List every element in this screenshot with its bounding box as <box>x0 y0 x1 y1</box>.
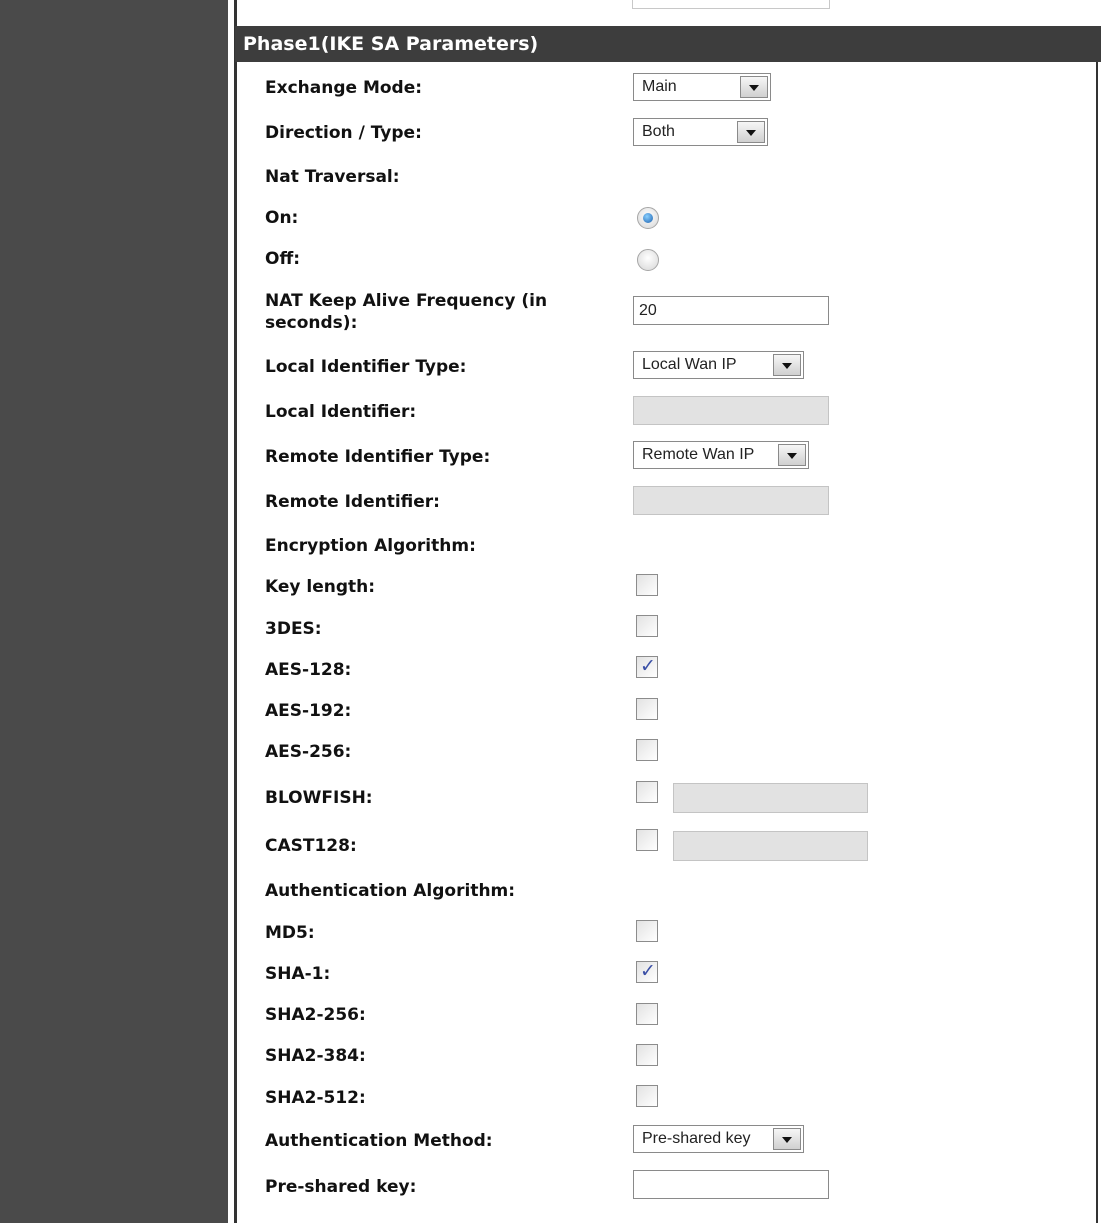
auth-sha1-label: SHA-1: <box>265 964 331 984</box>
remote-identifier-input[interactable] <box>633 486 829 515</box>
auth-sha2-512-checkbox[interactable] <box>636 1085 658 1107</box>
enc-aes192-label: AES-192: <box>265 701 352 721</box>
auth-md5-label: MD5: <box>265 923 315 943</box>
cast128-key-length-input[interactable] <box>673 831 868 861</box>
remote-identifier-type-value: Remote Wan IP <box>642 446 755 463</box>
auth-sha2-256-label: SHA2-256: <box>265 1005 366 1025</box>
enc-key-length-label: Key length: <box>265 577 376 597</box>
auth-sha2-256-checkbox[interactable] <box>636 1003 658 1025</box>
enc-blowfish-checkbox[interactable] <box>636 781 658 803</box>
authentication-method-select[interactable] <box>633 1125 804 1153</box>
nat-off-label: Off: <box>265 249 301 269</box>
exchange-mode-dropdown-icon[interactable] <box>740 76 768 98</box>
nat-traversal-label: Nat Traversal: <box>265 167 400 187</box>
content-left-border <box>234 0 237 1223</box>
pre-shared-key-input[interactable] <box>633 1170 829 1199</box>
remote-identifier-type-dropdown-icon[interactable] <box>778 444 806 466</box>
enc-aes256-checkbox[interactable] <box>636 739 658 761</box>
auth-sha1-checkbox[interactable] <box>636 961 658 983</box>
enc-aes192-checkbox[interactable] <box>636 698 658 720</box>
authentication-method-value: Pre-shared key <box>642 1130 751 1147</box>
exchange-mode-label: Exchange Mode: <box>265 78 423 98</box>
auth-md5-checkbox[interactable] <box>636 920 658 942</box>
authentication-method-dropdown-icon[interactable] <box>773 1128 801 1150</box>
remote-identifier-type-label: Remote Identifier Type: <box>265 447 491 467</box>
auth-sha2-384-label: SHA2-384: <box>265 1046 366 1066</box>
direction-type-value: Both <box>642 123 675 140</box>
exchange-mode-select[interactable] <box>633 73 771 101</box>
nat-on-radio[interactable] <box>637 207 659 229</box>
enc-aes128-label: AES-128: <box>265 660 352 680</box>
section-header: Phase1(IKE SA Parameters) <box>235 26 1101 62</box>
direction-type-label: Direction / Type: <box>265 123 422 143</box>
enc-cast128-checkbox[interactable] <box>636 829 658 851</box>
local-identifier-input[interactable] <box>633 396 829 425</box>
blowfish-key-length-input[interactable] <box>673 783 868 813</box>
auth-sha2-512-label: SHA2-512: <box>265 1088 366 1108</box>
enc-3des-checkbox[interactable] <box>636 615 658 637</box>
auth-sha2-384-checkbox[interactable] <box>636 1044 658 1066</box>
enc-blowfish-label: BLOWFISH: <box>265 788 373 808</box>
authentication-method-label: Authentication Method: <box>265 1131 493 1151</box>
local-identifier-type-label: Local Identifier Type: <box>265 357 467 377</box>
encryption-algorithm-label: Encryption Algorithm: <box>265 536 476 556</box>
direction-type-select[interactable] <box>633 118 768 146</box>
pre-shared-key-label: Pre-shared key: <box>265 1177 417 1197</box>
enc-aes128-checkbox[interactable] <box>636 656 658 678</box>
exchange-mode-value: Main <box>642 78 677 95</box>
remote-identifier-type-select[interactable] <box>633 441 809 469</box>
left-sidebar <box>0 0 228 1223</box>
enc-aes256-label: AES-256: <box>265 742 352 762</box>
local-identifier-type-select[interactable] <box>633 351 804 379</box>
nat-keep-alive-label: NAT Keep Alive Frequency (in seconds): <box>265 291 548 333</box>
enc-3des-label: 3DES: <box>265 619 322 639</box>
enc-key-length-checkbox[interactable] <box>636 574 658 596</box>
direction-type-dropdown-icon[interactable] <box>737 121 765 143</box>
local-identifier-type-dropdown-icon[interactable] <box>773 354 801 376</box>
local-identifier-type-value: Local Wan IP <box>642 356 737 373</box>
remote-identifier-label: Remote Identifier: <box>265 492 440 512</box>
nat-off-radio[interactable] <box>637 249 659 271</box>
content-right-border <box>1096 62 1098 1223</box>
nat-keep-alive-input[interactable]: 20 <box>633 296 829 325</box>
previous-field-input[interactable] <box>632 0 830 9</box>
enc-cast128-label: CAST128: <box>265 836 357 856</box>
local-identifier-label: Local Identifier: <box>265 402 417 422</box>
nat-on-label: On: <box>265 208 299 228</box>
authentication-algorithm-label: Authentication Algorithm: <box>265 881 516 901</box>
